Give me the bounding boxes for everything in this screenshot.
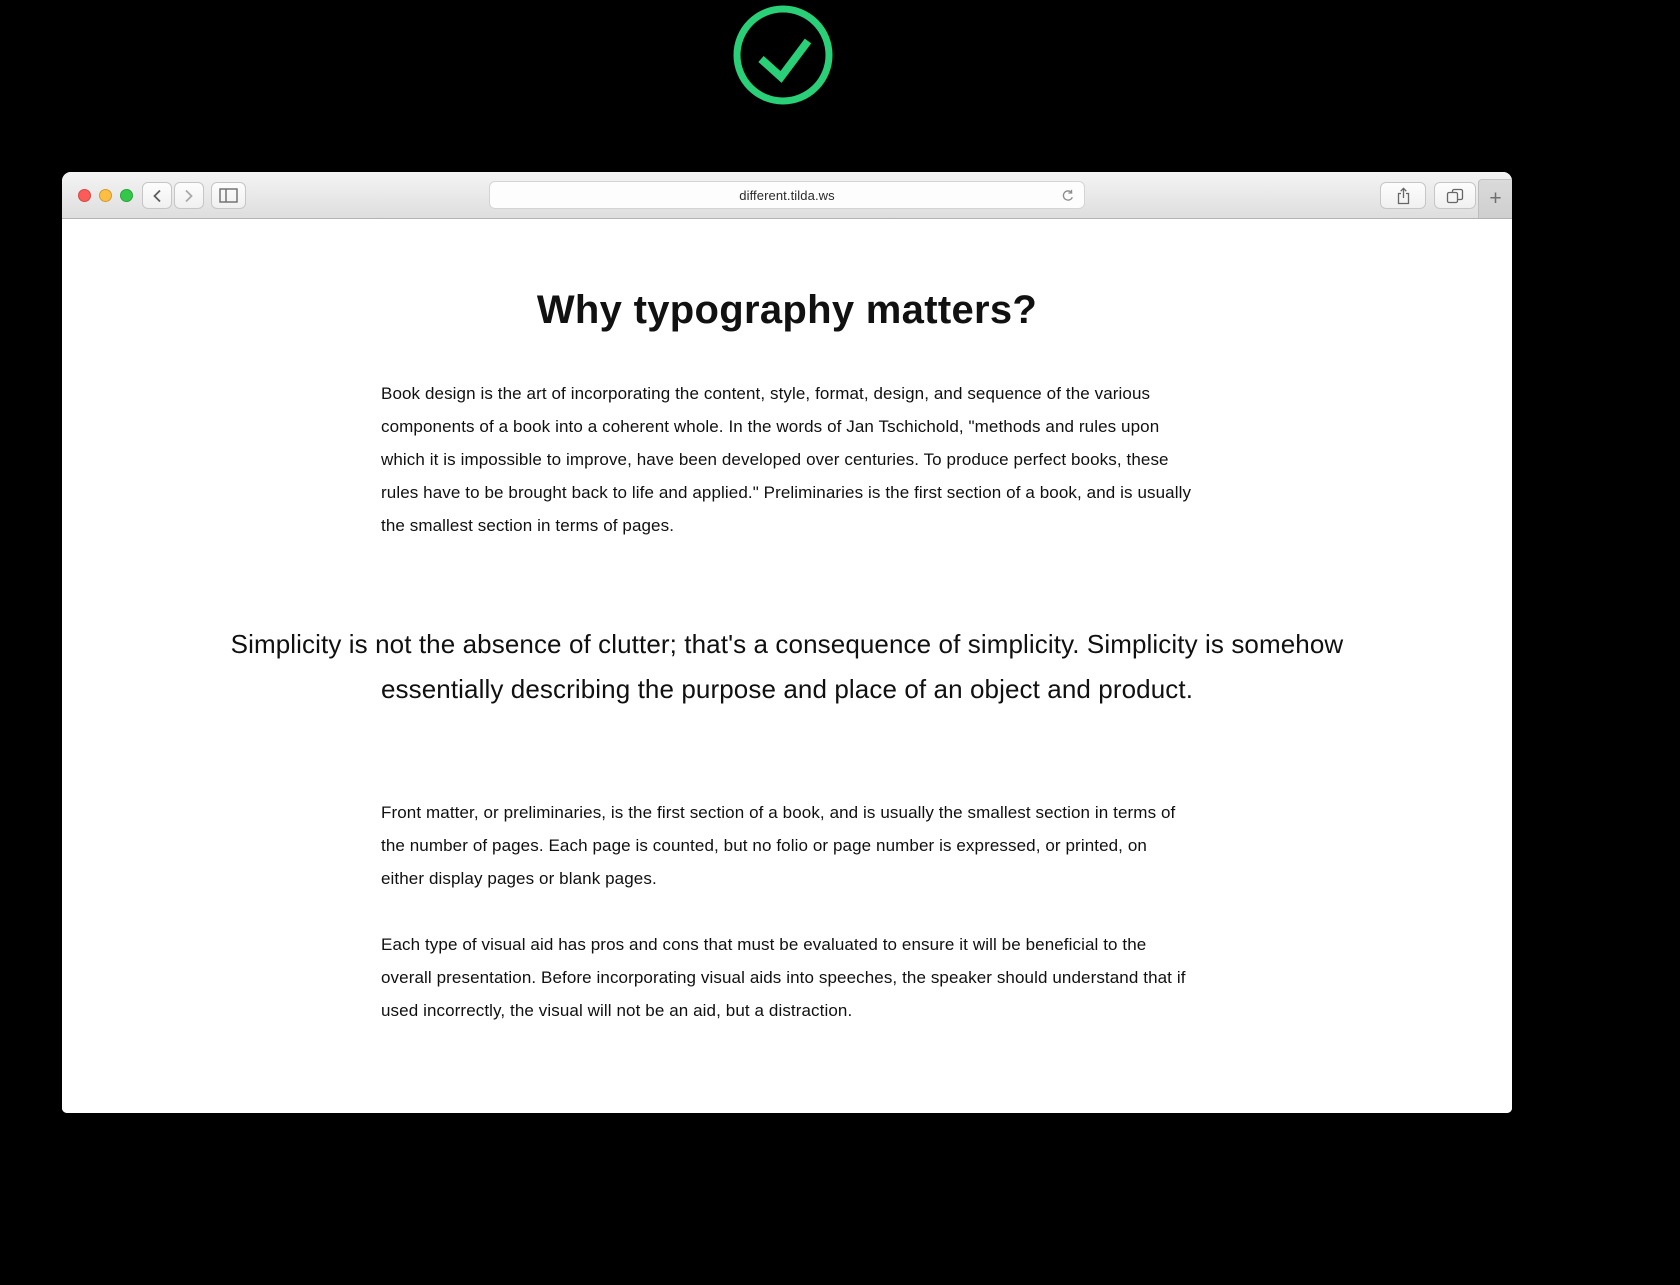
page-title: Why typography matters? bbox=[536, 288, 1038, 332]
chevron-left-icon bbox=[152, 189, 162, 203]
visual-aids-paragraph: Each type of visual aid has pros and cons that must be evaluated to ensure it will be beneficial to the overall presentation. Before incorporating visual aids into speeches, the speaker should understand that if used incorrectly, the visual will not be an aid, but a distraction. bbox=[381, 935, 1186, 1020]
plus-icon: + bbox=[1489, 187, 1502, 210]
browser-window bbox=[62, 172, 1512, 1113]
web-page-content bbox=[62, 219, 1512, 1113]
url-text: different.tilda.ws bbox=[739, 187, 835, 203]
sidebar-icon bbox=[219, 188, 238, 203]
check-circle-ring bbox=[737, 9, 829, 101]
front-matter-paragraph: Front matter, or preliminaries, is the first section of a book, and is usually the smallest section in terms of the number of pages. Each page is counted, but no folio or page number is expressed, or printed, on either display pages or blank pages. bbox=[381, 803, 1176, 888]
reload-button[interactable] bbox=[1058, 187, 1078, 205]
forward-button[interactable] bbox=[174, 182, 204, 209]
window-controls bbox=[78, 189, 133, 202]
reload-icon bbox=[1061, 189, 1075, 203]
sidebar-toggle-button[interactable] bbox=[211, 182, 246, 209]
back-button[interactable] bbox=[142, 182, 172, 209]
zoom-button[interactable] bbox=[120, 189, 133, 202]
minimize-button[interactable] bbox=[99, 189, 112, 202]
close-button[interactable] bbox=[78, 189, 91, 202]
pull-quote: Simplicity is not the absence of clutter; that's a consequence of simplicity. Simplicity is somehow essentially describing the purpose and place of an object and product. bbox=[230, 629, 1344, 704]
tab-overview-button[interactable] bbox=[1434, 182, 1476, 209]
browser-toolbar bbox=[62, 172, 1512, 219]
chevron-right-icon bbox=[184, 189, 194, 203]
nav-buttons bbox=[142, 182, 204, 209]
new-tab-button[interactable] bbox=[1478, 179, 1512, 218]
check-circle-icon bbox=[730, 2, 836, 108]
intro-paragraph: Book design is the art of incorporating the content, style, format, design, and sequence of the various components of a book into a coherent whole. In the words of Jan Tschichold, "methods and rules upon which it is impossible to improve, have been developed over centuries. To produce perfect books, these rules have to be brought back to life and applied." Preliminaries is the first section of a book, and is usually the smallest section in terms of pages. bbox=[381, 384, 1192, 535]
address-bar[interactable] bbox=[489, 181, 1085, 209]
check-mark bbox=[761, 41, 808, 77]
tabs-icon bbox=[1446, 188, 1464, 204]
share-button[interactable] bbox=[1380, 182, 1426, 209]
share-icon bbox=[1396, 187, 1411, 205]
